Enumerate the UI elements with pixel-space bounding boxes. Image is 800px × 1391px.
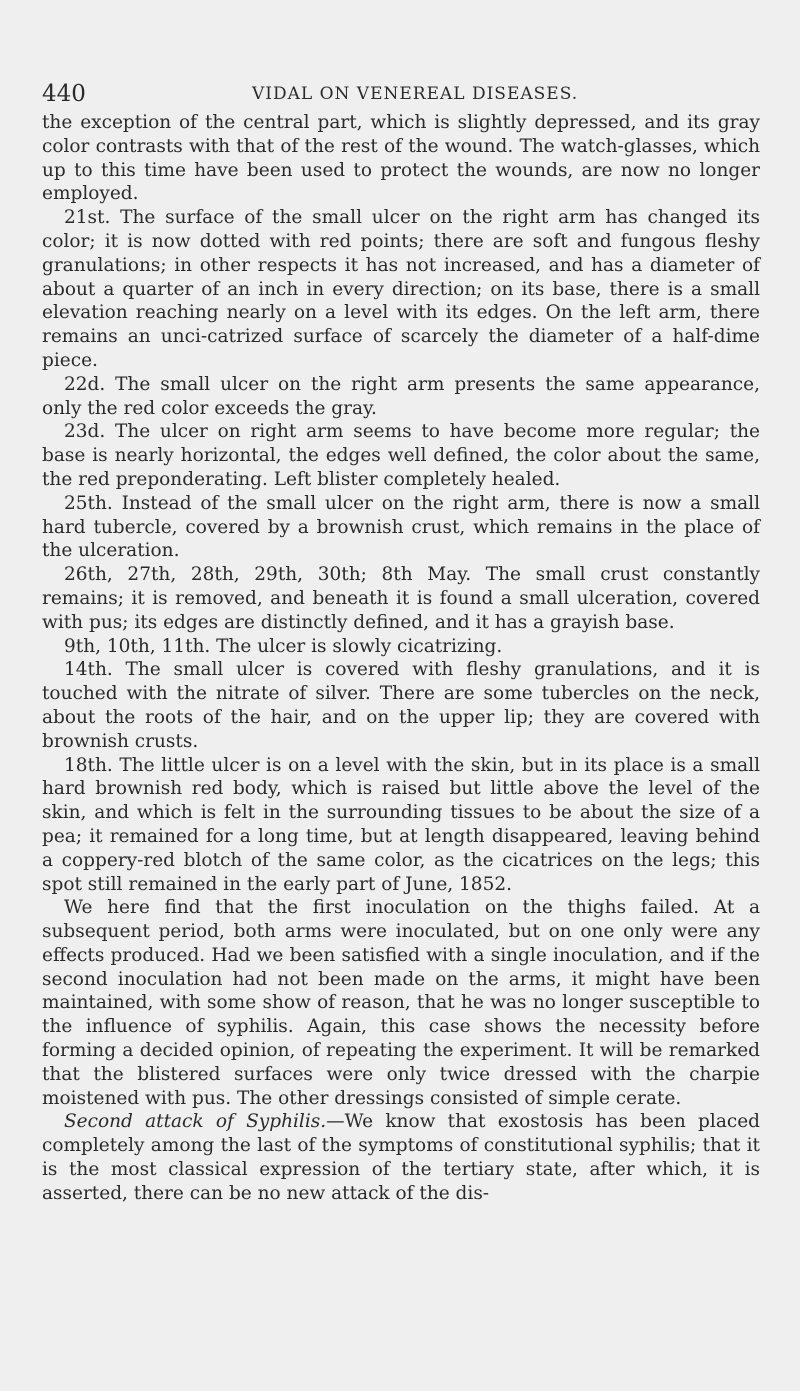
paragraph: 21st. The surface of the small ulcer on the right arm has changed its color; it is now dotted with red points; there are soft and fungous fleshy granulations; in other respects it has not increased, and has a diameter of about a quarter of an inch in every direction; on its base, there is a small elevation reaching nearly on a level with its edges. On the left arm, there remains an unci-catrized surface of scarcely the diameter of a half-dime piece. — [42, 207, 760, 371]
section-heading: Second attack of Syphilis. — [64, 1111, 327, 1133]
paragraph: the exception of the central part, which is slightly depressed, and its gray color contrasts with that of the rest of the wound. The watch-glasses, which up to this time have been used to protect the wounds, are now no longer employed. — [42, 112, 760, 205]
paragraph: 18th. The little ulcer is on a level with the skin, but in its place is a small hard brownish red body, which is raised but little above the level of the skin, and which is felt in the surrounding tissues to be about the size of a pea; it remained for a long time, but at length disappeared, leaving behind a coppery-red blotch of the same color, as the cicatrices on the legs; this spot still remained in the early part of June, 1852. — [42, 754, 760, 895]
body-text — [42, 111, 760, 1206]
paragraph: 25th. Instead of the small ulcer on the right arm, there is now a small hard tubercle, covered by a brownish crust, which remains in the place of the ulceration. — [42, 492, 760, 562]
page-number: 440 — [42, 81, 86, 107]
paragraph: 22d. The small ulcer on the right arm presents the same appearance, only the red color exceeds the gray. — [42, 373, 760, 419]
paragraph: 23d. The ulcer on right arm seems to have become more regular; the base is nearly horizontal, the edges well defined, the color about the same, the red preponderating. Left blister completely healed. — [42, 421, 760, 490]
paragraph: 9th, 10th, 11th. The ulcer is slowly cicatrizing. — [64, 635, 503, 657]
paragraph: 26th, 27th, 28th, 29th, 30th; 8th May. The small crust constantly remains; it is removed, and beneath it is found a small ulceration, covered with pus; its edges are distinctly defined, and it has a grayish base. — [42, 564, 760, 633]
section-text: —We know that exostosis has been placed completely among the last of the symptoms of constitutional syphilis; that it is the most classical expression of the tertiary state, after which, it is asserted, there can be no new attack of the dis- — [42, 1111, 760, 1204]
paragraph: We here find that the first inoculation on the thighs failed. At a subsequent period, both arms were inoculated, but on one only were any effects produced. Had we been satisfied with a single inoculation, and if the second inoculation had not been made on the arms, it might have been maintained, with some show of reason, that he was no longer susceptible to the influence of syphilis. Again, this case shows the necessity before forming a decided opinion, of repeating the experiment. It will be remarked that the blistered surfaces were only twice dressed with the charpie moistened with pus. The other dressings consisted of simple cerate. — [42, 897, 760, 1109]
paragraph-second-attack — [42, 1110, 760, 1205]
page-header — [42, 79, 758, 109]
running-head: VIDAL ON VENEREAL DISEASES. — [252, 84, 579, 104]
paragraph: 14th. The small ulcer is covered with fleshy granulations, and it is touched with the nitrate of silver. There are some tubercles on the neck, about the roots of the hair, and on the upper lip; they are covered with brownish crusts. — [42, 659, 760, 752]
